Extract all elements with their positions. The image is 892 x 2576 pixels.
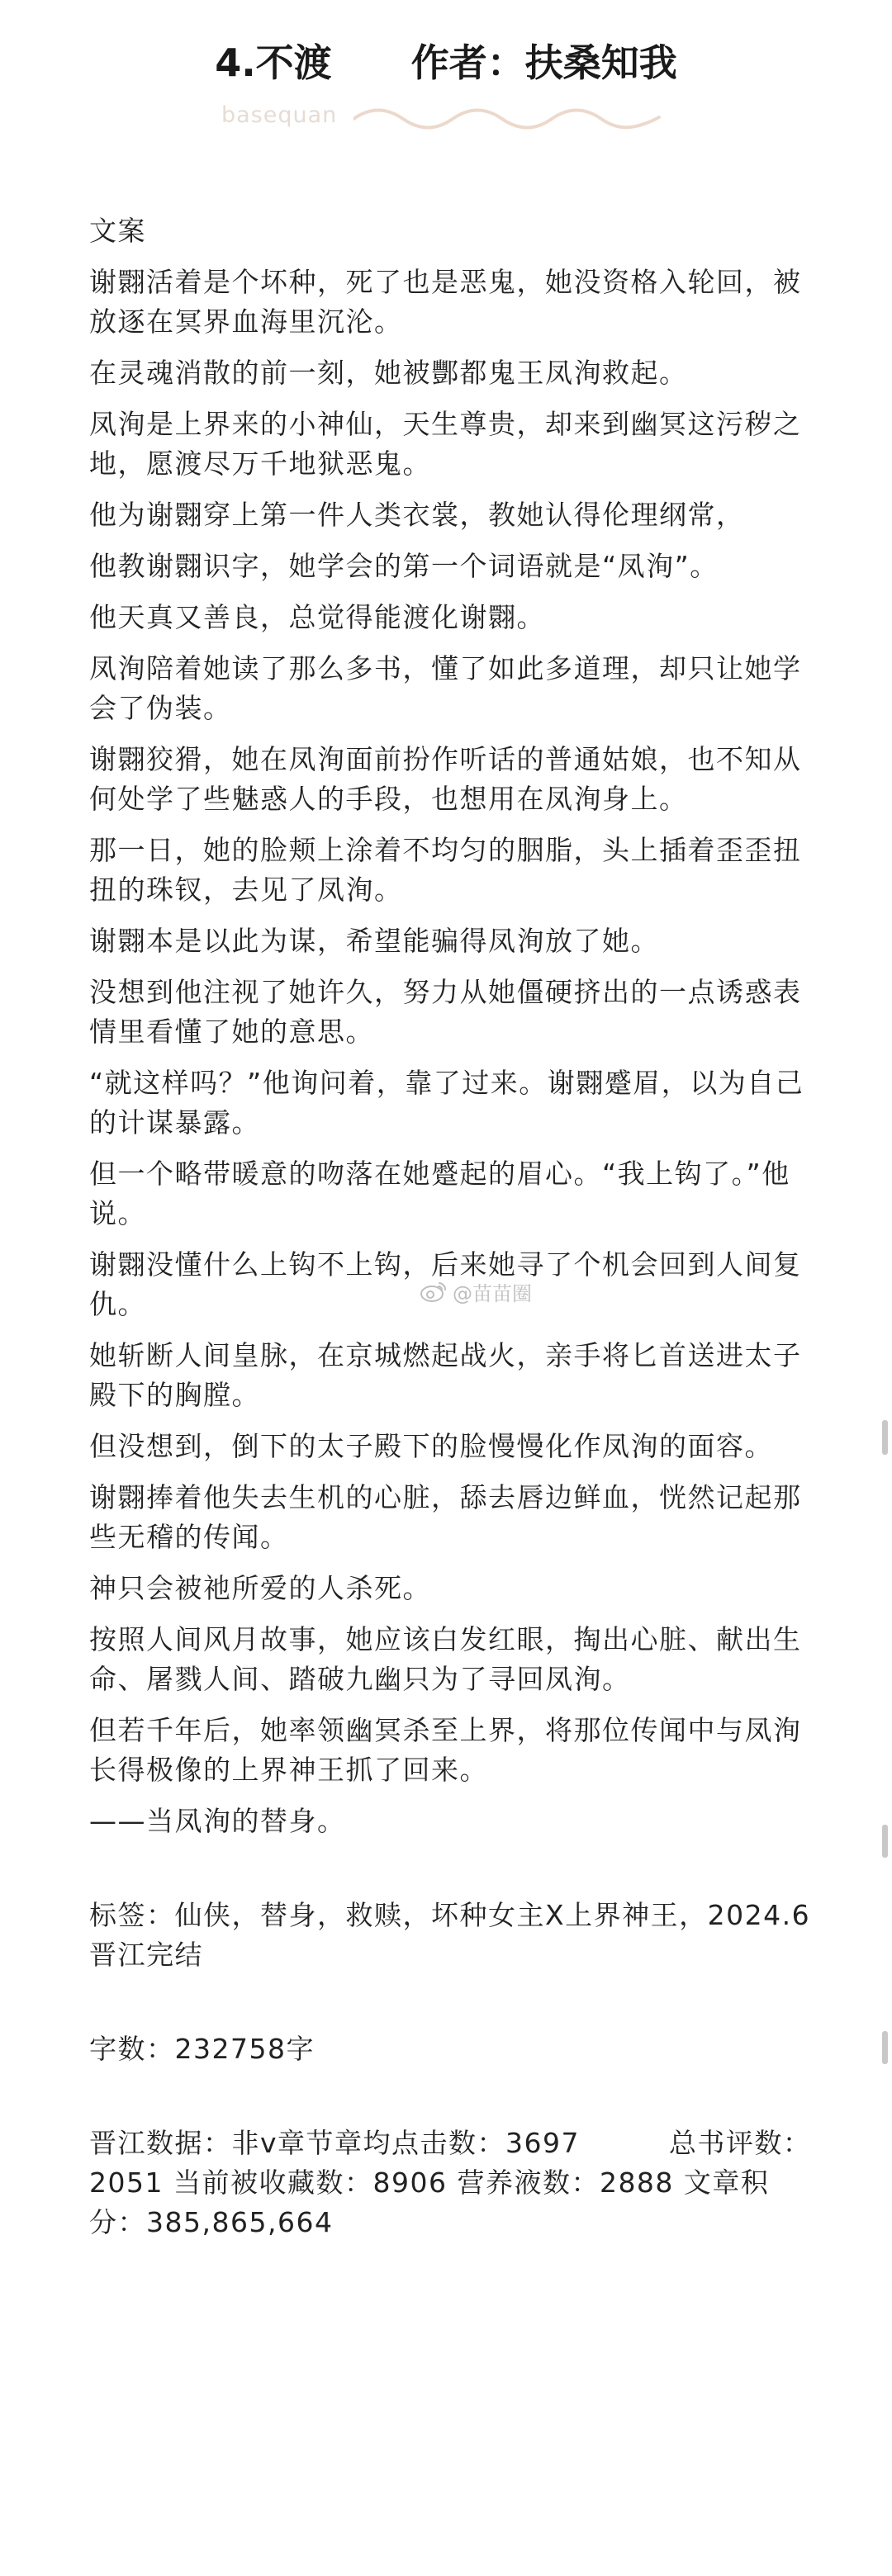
synopsis-body bbox=[89, 211, 813, 2254]
synopsis-paragraph: 谢翾活着是个坏种，死了也是恶鬼，她没资格入轮回，被放逐在冥界血海里沉沦。 bbox=[89, 266, 802, 338]
synopsis-paragraph: “就这样吗？”他询问着，靠了过来。谢翾蹙眉，以为自己的计谋暴露。 bbox=[89, 1067, 804, 1139]
synopsis-paragraph: 但一个略带暖意的吻落在她蹙起的眉心。“我上钩了。”他说。 bbox=[89, 1158, 790, 1229]
synopsis-paragraph: 没想到他注视了她许久，努力从她僵硬挤出的一点诱惑表情里看懂了她的意思。 bbox=[89, 976, 802, 1048]
synopsis-paragraph: 在灵魂消散的前一刻，她被酆都鬼王凤洵救起。 bbox=[89, 357, 688, 389]
synopsis-paragraph: 凤洵是上界来的小神仙，天生尊贵，却来到幽冥这污秽之地，愿渡尽万千地狱恶鬼。 bbox=[89, 408, 802, 480]
tags-line: 标签：仙侠，替身，救赎，坏种女主X上界神王，2024.6晋江完结 bbox=[89, 1899, 811, 1971]
synopsis-paragraph: 他天真又善良，总觉得能渡化谢翾。 bbox=[89, 601, 545, 633]
synopsis-paragraph: 谢翾狡猾，她在凤洵面前扮作听话的普通姑娘，也不知从何处学了些魅惑人的手段，也想用在凤洵身上。 bbox=[89, 743, 802, 815]
synopsis-paragraph: 谢翾本是以此为谋，希望能骗得凤洵放了她。 bbox=[89, 925, 659, 957]
scroll-indicator bbox=[882, 1825, 888, 1858]
spacer bbox=[89, 1853, 813, 1896]
synopsis-paragraph: 那一日，她的脸颊上涂着不均匀的胭脂，头上插着歪歪扭扭的珠钗，去见了凤洵。 bbox=[89, 834, 802, 906]
synopsis-paragraph: 他教谢翾识字，她学会的第一个词语就是“凤洵”。 bbox=[89, 550, 719, 582]
synopsis-paragraph: 但没想到，倒下的太子殿下的脸慢慢化作凤洵的面容。 bbox=[89, 1430, 773, 1462]
synopsis-paragraph: 她斩断人间皇脉，在京城燃起战火，亲手将匕首送进太子殿下的胸膛。 bbox=[89, 1339, 802, 1411]
spacer bbox=[89, 2081, 813, 2124]
section-label: 文案 bbox=[89, 215, 146, 247]
word-count-line: 字数：232758字 bbox=[89, 2033, 315, 2065]
watermark-text: @苗苗圈 bbox=[453, 1281, 532, 1305]
brand-text: basequan bbox=[221, 102, 338, 128]
synopsis-paragraph: 但若千年后，她率领幽冥杀至上界，将那位传闻中与凤洵长得极像的上界神王抓了回来。 bbox=[89, 1714, 802, 1786]
synopsis-paragraph: 他为谢翾穿上第一件人类衣裳，教她认得伦理纲常， bbox=[89, 499, 745, 531]
weibo-icon bbox=[420, 1280, 448, 1303]
watermark bbox=[420, 1276, 532, 1306]
stats-line: 晋江数据：非v章节章均点击数：3697 总书评数：2051 当前被收藏数：8906 营养液数：2888 文章积分：385,865,664 bbox=[89, 2127, 812, 2238]
synopsis-paragraph: 神只会被祂所爱的人杀死。 bbox=[89, 1572, 431, 1604]
page-title: 4.不渡 作者：扶桑知我 bbox=[215, 40, 677, 85]
scroll-indicator bbox=[882, 2031, 888, 2064]
brand-banner bbox=[215, 97, 677, 139]
spacer bbox=[89, 1986, 813, 2029]
synopsis-paragraph: 谢翾没懂什么上钩不上钩，后来她寻了个机会回到人间复仇。 bbox=[89, 1248, 802, 1320]
synopsis-paragraph: 按照人间风月故事，她应该白发红眼，掏出心脏、献出生命、屠戮人间、踏破九幽只为了寻回凤洵。 bbox=[89, 1623, 802, 1695]
wave-decoration-icon bbox=[353, 101, 667, 134]
synopsis-paragraph: 谢翾捧着他失去生机的心脏，舔去唇边鲜血，恍然记起那些无稽的传闻。 bbox=[89, 1481, 802, 1553]
scroll-indicator bbox=[882, 1420, 888, 1455]
synopsis-paragraph: ——当凤洵的替身。 bbox=[89, 1805, 346, 1837]
synopsis-paragraph: 凤洵陪着她读了那么多书，懂了如此多道理，却只让她学会了伪装。 bbox=[89, 652, 802, 724]
